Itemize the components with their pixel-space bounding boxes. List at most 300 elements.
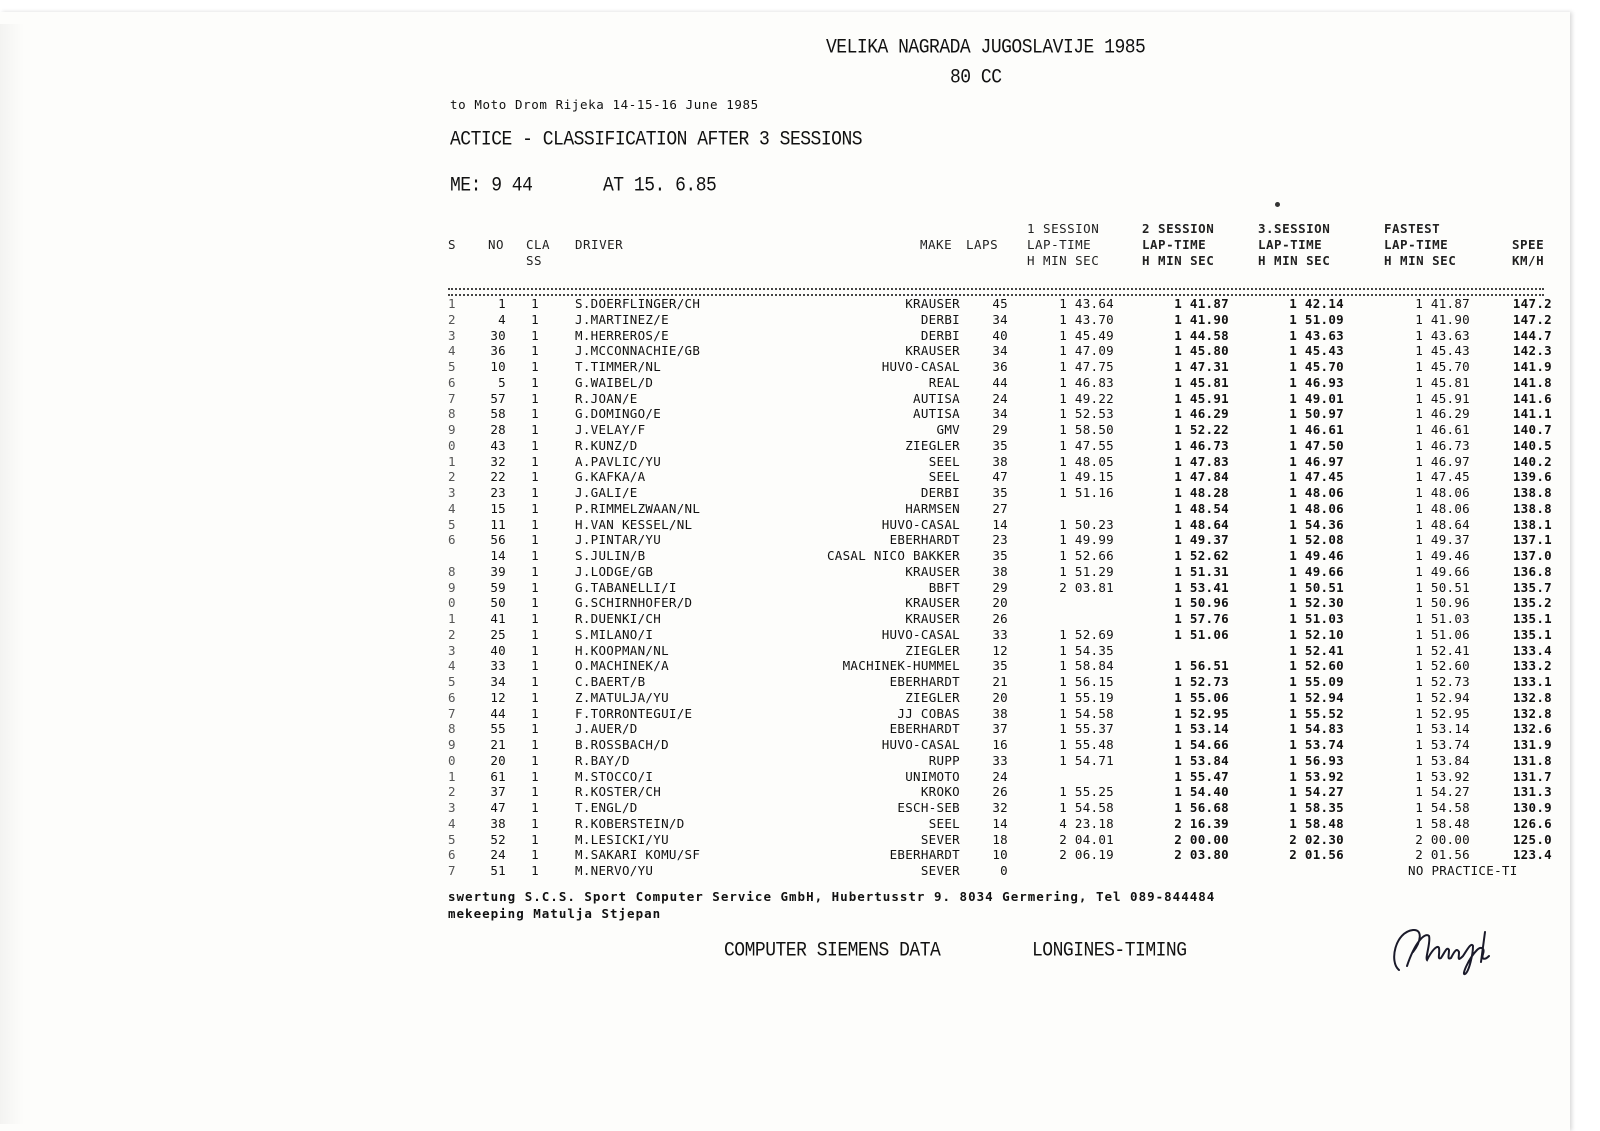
laps-cell: 14 — [992, 516, 1008, 532]
table-row — [0, 816, 1570, 832]
number-cell: 32 — [490, 453, 506, 469]
fastest-cell: 2 01.56 — [1415, 847, 1470, 863]
position-cell: 8 — [448, 406, 456, 422]
make-cell: HARMSEN — [905, 500, 960, 516]
fastest-cell: 1 52.41 — [1415, 642, 1470, 658]
speed-cell: 140.5 — [1512, 437, 1552, 453]
session-1-cell: 1 58.84 — [1059, 658, 1114, 674]
class-cell: 1 — [531, 658, 539, 674]
session-2-cell: 1 46.29 — [1174, 406, 1229, 422]
position-cell: 4 — [448, 500, 456, 516]
laps-cell: 26 — [992, 784, 1008, 800]
footer-service-line: swertung S.C.S. Sport Computer Service GmbH, Hubertusstr 9. 8034 Germering, Tel 089-844484 — [448, 889, 1216, 904]
laps-cell: 20 — [992, 595, 1008, 611]
make-cell: HUVO-CASAL — [881, 626, 960, 642]
session-2-cell: 1 50.96 — [1174, 595, 1229, 611]
session-2-cell: 1 56.68 — [1174, 800, 1229, 815]
fastest-cell: 2 00.00 — [1415, 831, 1470, 847]
session-3-cell: 1 46.97 — [1289, 453, 1344, 469]
table-row — [0, 611, 1570, 627]
class-cell: 1 — [531, 611, 539, 626]
driver-cell: J.PINTAR/YU — [575, 532, 662, 548]
laps-cell: 23 — [992, 532, 1008, 548]
session-1-cell: 1 49.99 — [1059, 532, 1114, 548]
speed-cell: 123.4 — [1512, 847, 1552, 863]
class-cell: 1 — [531, 737, 539, 752]
col-session-2: 2 SESSION LAP-TIME H MIN SEC — [1142, 221, 1215, 268]
make-cell: SEEL — [928, 469, 960, 485]
laps-cell: 18 — [992, 831, 1008, 847]
speed-cell: 141.1 — [1512, 406, 1552, 422]
session-1-cell: 1 58.50 — [1059, 422, 1114, 437]
fastest-cell: 1 50.96 — [1415, 595, 1470, 611]
table-row — [0, 422, 1570, 438]
driver-cell: R.BAY/D — [575, 752, 630, 768]
fastest-cell: 1 48.64 — [1415, 516, 1470, 532]
make-cell: SEEL — [928, 453, 960, 469]
session-2-cell: 1 52.73 — [1174, 674, 1229, 689]
position-cell: 5 — [448, 359, 456, 374]
session-3-cell: 1 51.09 — [1289, 311, 1344, 327]
session-3-cell: 1 49.66 — [1289, 563, 1344, 579]
laps-cell: 0 — [1000, 863, 1008, 878]
laps-cell: 44 — [992, 374, 1008, 390]
number-cell: 40 — [490, 642, 506, 658]
class-cell: 1 — [531, 422, 539, 437]
session-2-cell: 1 48.28 — [1174, 485, 1229, 500]
fastest-cell: 1 51.06 — [1415, 626, 1470, 642]
position-cell: 6 — [448, 374, 456, 390]
class-cell: 1 — [531, 689, 539, 705]
session-2-cell: 1 57.76 — [1174, 611, 1229, 626]
laps-cell: 36 — [992, 359, 1008, 374]
number-cell: 38 — [490, 815, 506, 831]
make-cell: CASAL NICO BAKKER — [826, 548, 960, 563]
driver-cell: J.VELAY/F — [575, 422, 646, 437]
session-3-cell: 1 47.45 — [1289, 469, 1344, 485]
header-separator — [448, 288, 1544, 296]
session-1-cell: 1 51.29 — [1059, 563, 1114, 579]
position-cell: 2 — [448, 784, 456, 800]
footer-computer: COMPUTER SIEMENS DATA — [724, 939, 941, 963]
driver-cell: J.MARTINEZ/E — [575, 311, 669, 327]
make-cell: UNIMOTO — [905, 768, 960, 784]
position-cell: 4 — [448, 343, 456, 359]
number-cell: 4 — [498, 311, 506, 327]
laps-cell: 24 — [992, 390, 1008, 406]
table-row — [0, 343, 1570, 359]
table-row — [0, 391, 1570, 407]
session-1-cell: 2 03.81 — [1059, 579, 1114, 595]
session-3-cell: 1 53.74 — [1289, 737, 1344, 752]
driver-cell: R.KOSTER/CH — [575, 784, 662, 800]
speed-cell: 135.2 — [1512, 595, 1552, 611]
session-1-cell: 1 54.35 — [1059, 642, 1114, 658]
session-1-cell: 1 51.16 — [1059, 485, 1114, 500]
fastest-cell: 1 54.27 — [1415, 784, 1470, 800]
session-2-cell: 1 55.47 — [1174, 768, 1229, 784]
session-1-cell: 1 54.71 — [1059, 752, 1114, 768]
col-make: MAKE — [920, 237, 953, 252]
session-2-cell: 1 54.40 — [1174, 784, 1229, 800]
table-row — [0, 485, 1570, 501]
make-cell: ESCH-SEB — [897, 800, 960, 815]
col-fastest: FASTEST LAP-TIME H MIN SEC — [1384, 221, 1457, 268]
number-cell: 57 — [490, 390, 506, 406]
laps-cell: 34 — [992, 406, 1008, 422]
driver-cell: J.LODGE/GB — [575, 563, 654, 579]
session-2-cell: 1 48.54 — [1174, 500, 1229, 516]
session-2-cell: 1 49.37 — [1174, 532, 1229, 548]
session-2-cell: 1 56.51 — [1174, 658, 1229, 674]
laps-cell: 20 — [992, 689, 1008, 705]
speed-cell: 141.9 — [1512, 359, 1552, 374]
fastest-cell: 1 49.37 — [1415, 532, 1470, 548]
session-3-cell: 1 47.50 — [1289, 437, 1344, 453]
session-2-cell: 2 00.00 — [1174, 831, 1229, 847]
session-1-cell: 1 43.70 — [1059, 311, 1114, 327]
position-cell: 2 — [448, 311, 456, 327]
session-1-cell: 1 55.25 — [1059, 784, 1114, 800]
session-3-cell: 1 42.14 — [1289, 296, 1344, 311]
number-cell: 24 — [490, 847, 506, 863]
position-cell: 0 — [448, 752, 456, 768]
table-row — [0, 627, 1570, 643]
number-cell: 20 — [490, 752, 506, 768]
driver-cell: F.TORRONTEGUI/E — [575, 705, 693, 721]
class-cell: 1 — [531, 406, 539, 422]
time-label: ME: 9 44 — [450, 174, 533, 198]
number-cell: 51 — [490, 863, 506, 878]
driver-cell: H.VAN KESSEL/NL — [575, 516, 693, 532]
speed-cell: 139.6 — [1512, 469, 1552, 485]
driver-cell: M.SAKARI KOMU/SF — [575, 847, 701, 863]
laps-cell: 33 — [992, 626, 1008, 642]
session-1-cell: 1 54.58 — [1059, 800, 1114, 815]
table-row — [0, 800, 1570, 816]
fastest-cell: 1 52.60 — [1415, 658, 1470, 674]
class-cell: 1 — [531, 863, 539, 878]
make-cell: KRAUSER — [905, 611, 960, 626]
session-2-cell: 1 53.84 — [1174, 752, 1229, 768]
class-cell: 1 — [531, 847, 539, 863]
speed-cell: 132.8 — [1512, 705, 1552, 721]
class-cell: 1 — [531, 626, 539, 642]
table-row — [0, 690, 1570, 706]
number-cell: 37 — [490, 784, 506, 800]
session-1-cell: 1 48.05 — [1059, 453, 1114, 469]
make-cell: HUVO-CASAL — [881, 737, 960, 752]
session-3-cell: 1 43.63 — [1289, 327, 1344, 343]
fastest-cell: 1 49.66 — [1415, 563, 1470, 579]
laps-cell: 27 — [992, 500, 1008, 516]
session-1-cell: 2 04.01 — [1059, 831, 1114, 847]
table-row — [0, 328, 1570, 344]
make-cell: ZIEGLER — [905, 437, 960, 453]
laps-cell: 26 — [992, 611, 1008, 626]
session-1-cell: 1 55.48 — [1059, 737, 1114, 752]
number-cell: 10 — [490, 359, 506, 374]
fastest-cell: 1 46.97 — [1415, 453, 1470, 469]
number-cell: 58 — [490, 406, 506, 422]
session-1-cell: 1 55.19 — [1059, 689, 1114, 705]
driver-cell: R.JOAN/E — [575, 390, 638, 406]
position-cell: 1 — [448, 453, 456, 469]
make-cell: EBERHARDT — [889, 532, 960, 548]
col-session-3: 3.SESSION LAP-TIME H MIN SEC — [1258, 221, 1331, 268]
table-row — [0, 548, 1570, 564]
table-row — [0, 454, 1570, 470]
speed-cell: 133.2 — [1512, 658, 1552, 674]
session-3-cell: 1 54.36 — [1289, 516, 1344, 532]
laps-cell: 34 — [992, 311, 1008, 327]
position-cell: 9 — [448, 422, 456, 437]
class-cell: 1 — [531, 642, 539, 658]
class-cell: 1 — [531, 768, 539, 784]
laps-cell: 35 — [992, 437, 1008, 453]
fastest-cell: 1 46.29 — [1415, 406, 1470, 422]
table-row — [0, 312, 1570, 328]
table-row — [0, 784, 1570, 800]
number-cell: 34 — [490, 674, 506, 689]
col-session-1: 1 SESSION LAP-TIME H MIN SEC — [1027, 221, 1100, 268]
class-cell: 1 — [531, 296, 539, 311]
speed-cell: 132.6 — [1512, 721, 1552, 737]
fastest-cell: 1 45.91 — [1415, 390, 1470, 406]
driver-cell: O.MACHINEK/A — [575, 658, 669, 674]
fastest-cell: 1 52.94 — [1415, 689, 1470, 705]
session-3-cell: 1 52.10 — [1289, 626, 1344, 642]
laps-cell: 35 — [992, 548, 1008, 563]
position-cell: 8 — [448, 721, 456, 737]
make-cell: REAL — [928, 374, 960, 390]
speed-cell: 131.9 — [1512, 737, 1552, 752]
table-row — [0, 564, 1570, 580]
fastest-cell: 1 48.06 — [1415, 500, 1470, 516]
number-cell: 15 — [490, 500, 506, 516]
driver-cell: G.DOMINGO/E — [575, 406, 662, 422]
class-cell: 1 — [531, 831, 539, 847]
number-cell: 36 — [490, 343, 506, 359]
driver-cell: G.SCHIRNHOFER/D — [575, 595, 693, 611]
session-3-cell: 1 54.83 — [1289, 721, 1344, 737]
class-cell: 1 — [531, 579, 539, 595]
footer-timing: LONGINES-TIMING — [1032, 939, 1187, 963]
class-cell: 1 — [531, 595, 539, 611]
fastest-cell: 1 45.70 — [1415, 359, 1470, 374]
laps-cell: 12 — [992, 642, 1008, 658]
laps-cell: 29 — [992, 579, 1008, 595]
fastest-cell: 1 46.73 — [1415, 437, 1470, 453]
table-row — [0, 532, 1570, 548]
driver-cell: M.NERVO/YU — [575, 863, 654, 878]
position-cell: 5 — [448, 831, 456, 847]
session-2-cell: 1 55.06 — [1174, 689, 1229, 705]
session-2-cell: 1 45.91 — [1174, 390, 1229, 406]
session-2-cell: 1 51.06 — [1174, 626, 1229, 642]
driver-cell: G.TABANELLI/I — [575, 579, 677, 595]
laps-cell: 32 — [992, 800, 1008, 815]
speed-cell: 136.8 — [1512, 563, 1552, 579]
class-cell: 1 — [531, 815, 539, 831]
number-cell: 28 — [490, 422, 506, 437]
make-cell: SEVER — [920, 831, 960, 847]
driver-cell: G.WAIBEL/D — [575, 374, 654, 390]
driver-cell: T.ENGL/D — [575, 800, 638, 815]
session-3-cell: 1 49.46 — [1289, 548, 1344, 563]
class-cell: 1 — [531, 359, 539, 374]
make-cell: SEVER — [920, 863, 960, 878]
driver-cell: T.TIMMER/NL — [575, 359, 662, 374]
number-cell: 22 — [490, 469, 506, 485]
session-3-cell: 1 51.03 — [1289, 611, 1344, 626]
number-cell: 23 — [490, 485, 506, 500]
number-cell: 33 — [490, 658, 506, 674]
position-cell: 0 — [448, 437, 456, 453]
class-label: 80 CC — [950, 66, 1002, 90]
session-3-cell: 1 55.09 — [1289, 674, 1344, 689]
col-no: NO — [488, 237, 505, 252]
position-cell: 6 — [448, 847, 456, 863]
class-cell: 1 — [531, 485, 539, 500]
footer-timekeeping-line: mekeeping Matulja Stjepan — [448, 906, 662, 921]
position-cell: 7 — [448, 705, 456, 721]
number-cell: 21 — [490, 737, 506, 752]
position-cell: 1 — [448, 768, 456, 784]
table-row — [0, 847, 1570, 863]
table-row — [0, 753, 1570, 769]
session-2-cell: 1 52.22 — [1174, 422, 1229, 437]
fastest-cell: 1 53.74 — [1415, 737, 1470, 752]
position-cell: 4 — [448, 815, 456, 831]
session-3-cell: 1 50.51 — [1289, 579, 1344, 595]
laps-cell: 47 — [992, 469, 1008, 485]
class-cell: 1 — [531, 784, 539, 800]
speed-cell: 135.1 — [1512, 611, 1552, 626]
laps-cell: 38 — [992, 705, 1008, 721]
position-cell: 4 — [448, 658, 456, 674]
session-1-cell: 1 56.15 — [1059, 674, 1114, 689]
col-class: CLA SS — [526, 237, 551, 268]
number-cell: 39 — [490, 563, 506, 579]
speed-cell: 137.0 — [1512, 548, 1552, 563]
driver-cell: J.GALI/E — [575, 485, 638, 500]
date-label: AT 15. 6.85 — [603, 174, 717, 198]
speed-cell: 130.9 — [1512, 800, 1552, 815]
laps-cell: 34 — [992, 343, 1008, 359]
number-cell: 1 — [498, 296, 506, 311]
session-3-cell: 1 58.48 — [1289, 815, 1344, 831]
session-3-cell: 1 48.06 — [1289, 500, 1344, 516]
fastest-cell: 1 52.95 — [1415, 705, 1470, 721]
table-row — [0, 438, 1570, 454]
driver-cell: R.KOBERSTEIN/D — [575, 815, 685, 831]
driver-cell: G.KAFKA/A — [575, 469, 646, 485]
fastest-cell: 1 45.43 — [1415, 343, 1470, 359]
laps-cell: 45 — [992, 296, 1008, 311]
make-cell: EBERHARDT — [889, 847, 960, 863]
driver-cell: J.AUER/D — [575, 721, 638, 737]
speed-cell: 142.3 — [1512, 343, 1552, 359]
laps-cell: 29 — [992, 422, 1008, 437]
class-cell: 1 — [531, 721, 539, 737]
session-2-cell: 1 53.41 — [1174, 579, 1229, 595]
session-2-cell: 1 53.14 — [1174, 721, 1229, 737]
session-3-cell: 1 52.60 — [1289, 658, 1344, 674]
number-cell: 11 — [490, 516, 506, 532]
speed-cell: 131.7 — [1512, 768, 1552, 784]
session-3-cell: 2 02.30 — [1289, 831, 1344, 847]
col-speed: SPEE KM/H — [1512, 237, 1545, 268]
class-cell: 1 — [531, 516, 539, 532]
make-cell: BBFT — [928, 579, 960, 595]
fastest-cell: 1 47.45 — [1415, 469, 1470, 485]
driver-cell: S.MILANO/I — [575, 626, 654, 642]
col-laps: LAPS — [966, 237, 999, 252]
session-3-cell: 1 52.94 — [1289, 689, 1344, 705]
laps-cell: 38 — [992, 453, 1008, 469]
class-cell: 1 — [531, 548, 539, 563]
laps-cell: 37 — [992, 721, 1008, 737]
session-1-cell: 1 54.58 — [1059, 705, 1114, 721]
driver-cell: M.HERREROS/E — [575, 327, 669, 343]
table-row — [0, 595, 1570, 611]
fastest-cell: 1 53.14 — [1415, 721, 1470, 737]
speed-cell: 133.4 — [1512, 642, 1552, 658]
make-cell: DERBI — [920, 485, 960, 500]
laps-cell: 10 — [992, 847, 1008, 863]
laps-cell: 38 — [992, 563, 1008, 579]
class-cell: 1 — [531, 469, 539, 485]
make-cell: KRAUSER — [905, 595, 960, 611]
position-cell: 7 — [448, 863, 456, 878]
position-cell: 1 — [448, 296, 456, 311]
session-3-cell: 1 48.06 — [1289, 485, 1344, 500]
ink-dot — [1275, 202, 1280, 207]
speed-cell: 125.0 — [1512, 831, 1552, 847]
session-1-cell: 1 47.55 — [1059, 437, 1114, 453]
position-cell: 6 — [448, 689, 456, 705]
session-2-cell: 1 52.62 — [1174, 548, 1229, 563]
driver-cell: M.STOCCO/I — [575, 768, 654, 784]
fastest-cell: 1 41.87 — [1415, 296, 1470, 311]
position-cell: 7 — [448, 390, 456, 406]
session-2-cell: 2 16.39 — [1174, 815, 1229, 831]
table-row — [0, 832, 1570, 848]
session-2-cell: 1 51.31 — [1174, 563, 1229, 579]
session-1-cell: 1 52.69 — [1059, 626, 1114, 642]
table-row — [0, 863, 1570, 879]
session-3-cell: 1 45.70 — [1289, 359, 1344, 374]
class-cell: 1 — [531, 453, 539, 469]
number-cell: 59 — [490, 579, 506, 595]
table-row — [0, 737, 1570, 753]
class-cell: 1 — [531, 437, 539, 453]
driver-cell: A.PAVLIC/YU — [575, 453, 662, 469]
session-2-cell: 1 41.90 — [1174, 311, 1229, 327]
position-cell: 9 — [448, 579, 456, 595]
session-1-cell: 1 55.37 — [1059, 721, 1114, 737]
class-cell: 1 — [531, 374, 539, 390]
session-3-cell: 1 46.61 — [1289, 422, 1344, 437]
position-cell: 8 — [448, 563, 456, 579]
session-3-cell: 1 46.93 — [1289, 374, 1344, 390]
table-row — [0, 469, 1570, 485]
make-cell: GMV — [936, 422, 960, 437]
number-cell: 50 — [490, 595, 506, 611]
speed-cell: 135.1 — [1512, 626, 1552, 642]
table-row — [0, 375, 1570, 391]
